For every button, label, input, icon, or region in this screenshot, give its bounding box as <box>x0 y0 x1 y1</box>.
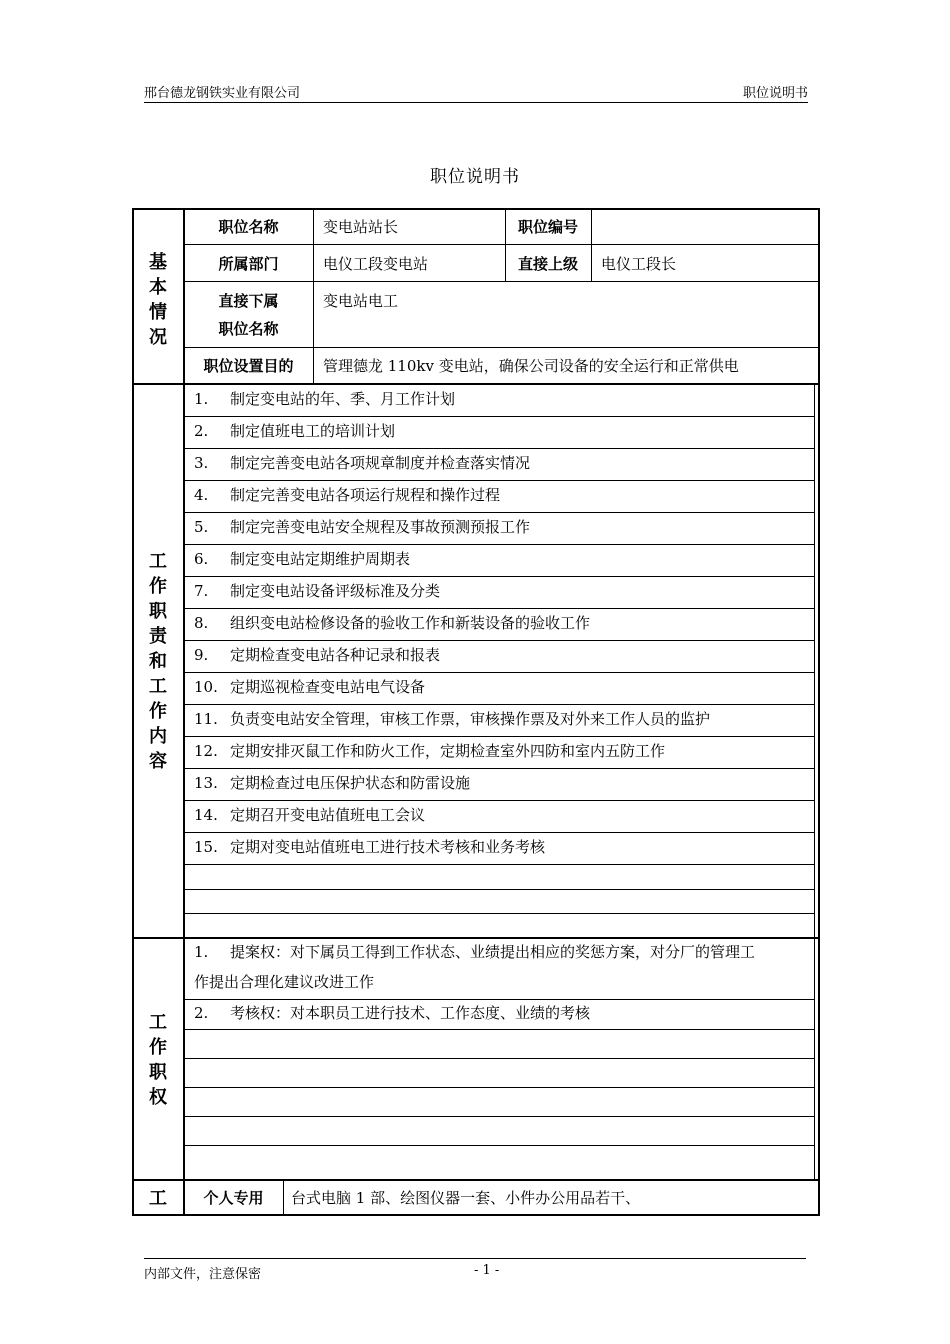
duty-item: 14. 定期召开变电站值班电工会议 <box>194 806 426 824</box>
subordinate-label-line2: 职位名称 <box>218 320 279 338</box>
section-divider <box>132 383 820 385</box>
authority-item-1-continued: 作提出合理化建议改进工作 <box>194 973 375 991</box>
authority-item-2: 2. 考核权：对本职员工进行技术、工作态度、业绩的考核 <box>194 1004 591 1022</box>
position-code-label: 职位编号 <box>517 218 578 236</box>
duty-item: 1. 制定变电站的年、季、月工作计划 <box>194 390 456 408</box>
page-header <box>144 80 808 103</box>
duty-item: 8. 组织变电站检修设备的验收工作和新装设备的验收工作 <box>194 614 591 632</box>
header-doc-type: 职位说明书 <box>742 86 808 101</box>
duty-item: 10. 定期巡视检查变电站电气设备 <box>194 678 426 696</box>
superior-value: 电仪工段长 <box>601 255 677 273</box>
duty-item: 13. 定期检查过电压保护状态和防雷设施 <box>194 774 471 792</box>
purpose-value: 管理德龙 110kv 变电站，确保公司设备的安全运行和正常供电 <box>323 357 739 375</box>
document-title: 职位说明书 <box>430 167 520 187</box>
duty-item: 5. 制定完善变电站安全规程及事故预测预报工作 <box>194 518 531 536</box>
page-footer <box>144 1258 806 1283</box>
duty-item: 6. 制定变电站定期维护周期表 <box>194 550 411 568</box>
row-divider <box>184 281 819 282</box>
duty-item: 9. 定期检查变电站各种记录和报表 <box>194 646 441 664</box>
duty-item: 7. 制定变电站设备评级标准及分类 <box>194 582 441 600</box>
duty-item: 2. 制定值班电工的培训计划 <box>194 422 396 440</box>
page-number: - 1 - <box>474 1263 500 1278</box>
personal-tools-label: 个人专用 <box>203 1189 264 1207</box>
column-divider <box>313 209 314 383</box>
duty-item: 11. 负责变电站安全管理，审核工作票，审核操作票及对外来工作人员的监护 <box>194 710 711 728</box>
department-label: 所属部门 <box>218 255 279 273</box>
position-name-value: 变电站站长 <box>323 218 399 236</box>
purpose-label: 职位设置目的 <box>203 357 294 375</box>
company-name: 邢台德龙钢铁实业有限公司 <box>144 86 301 101</box>
subordinate-value: 变电站电工 <box>323 292 399 310</box>
row-divider <box>184 244 819 245</box>
section-label-basic: 基 本 情 况 <box>149 252 167 348</box>
personal-tools-value: 台式电脑 1 部、绘图仪器一套、小件办公用品若干、 <box>291 1189 641 1207</box>
superior-label: 直接上级 <box>517 255 578 273</box>
row-divider <box>184 347 819 348</box>
subordinate-label-line1: 直接下属 <box>218 292 279 310</box>
column-divider <box>591 209 592 281</box>
section-label-tools: 工 <box>149 1188 167 1209</box>
position-name-label: 职位名称 <box>218 218 279 236</box>
duty-item: 15. 定期对变电站值班电工进行技术考核和业务考核 <box>194 838 546 856</box>
section-label-duties: 工 作 职 责 和 工 作 内 容 <box>149 551 167 772</box>
duty-item: 4. 制定完善变电站各项运行规程和操作过程 <box>194 486 501 504</box>
authority-item-1: 1. 提案权：对下属员工得到工作状态、业绩提出相应的奖惩方案，对分厂的管理工 <box>194 943 756 961</box>
section-divider <box>132 937 820 939</box>
duty-item: 3. 制定完善变电站各项规章制度并检查落实情况 <box>194 454 531 472</box>
department-value: 电仪工段变电站 <box>323 255 429 273</box>
confidential-note: 内部文件，注意保密 <box>144 1267 262 1282</box>
duty-item: 12. 定期安排灭鼠工作和防火工作，定期检查室外四防和室内五防工作 <box>194 742 666 760</box>
section-divider <box>132 1179 820 1181</box>
section-label-authority: 工 作 职 权 <box>149 1012 167 1108</box>
